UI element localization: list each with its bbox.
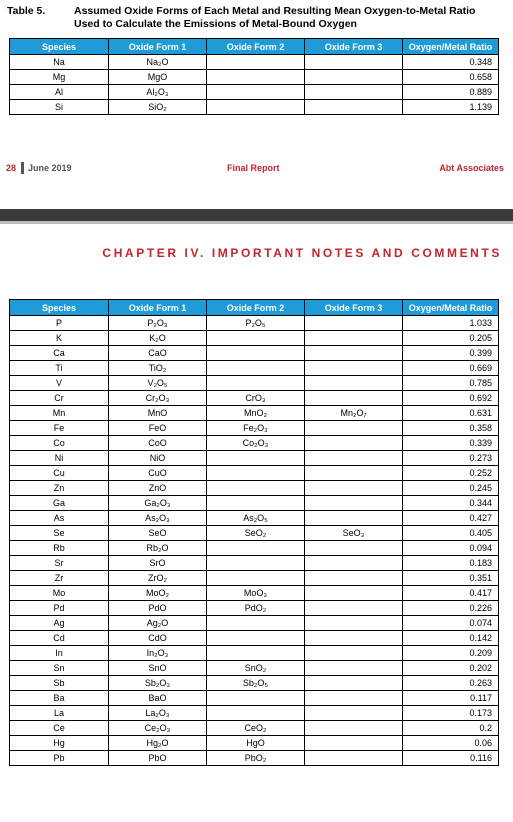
cell-ratio: 0.417 [403, 586, 499, 601]
cell-oxide-form-2 [207, 481, 305, 496]
table-row [10, 556, 499, 571]
cell-species: Ce [10, 721, 109, 736]
cell-oxide-form-3 [305, 436, 403, 451]
cell-ratio: 0.117 [403, 691, 499, 706]
header-oxide-form-2: Oxide Form 2 [207, 39, 305, 55]
cell-oxide-form-2: PbO₂ [207, 751, 305, 766]
cell-species: Cu [10, 466, 109, 481]
table-row [10, 736, 499, 751]
cell-species: Ti [10, 361, 109, 376]
cell-oxide-form-3 [305, 511, 403, 526]
cell-species: Hg [10, 736, 109, 751]
cell-oxide-form-2 [207, 571, 305, 586]
cell-oxide-form-3 [305, 751, 403, 766]
page-top [0, 0, 513, 209]
table-row [10, 406, 499, 421]
cell-ratio: 0.094 [403, 541, 499, 556]
cell-oxide-form-1: K₂O [109, 331, 207, 346]
cell-oxide-form-2 [207, 376, 305, 391]
cell-oxide-form-3 [305, 706, 403, 721]
header-oxide-form-1: Oxide Form 1 [109, 300, 207, 316]
cell-species: Ag [10, 616, 109, 631]
cell-oxide-form-3 [305, 496, 403, 511]
header-oxide-form-2: Oxide Form 2 [207, 300, 305, 316]
cell-oxide-form-2: P₂O₅ [207, 316, 305, 331]
table-row [10, 676, 499, 691]
header-ratio: Oxygen/Metal Ratio [403, 39, 499, 55]
cell-oxide-form-2: SeO₂ [207, 526, 305, 541]
cell-oxide-form-1: Hg₂O [109, 736, 207, 751]
table-row [10, 316, 499, 331]
cell-ratio: 0.889 [403, 85, 499, 100]
table-label: Table 5. [7, 5, 46, 17]
cell-oxide-form-1: CdO [109, 631, 207, 646]
cell-species: Sr [10, 556, 109, 571]
table-header-row [10, 39, 499, 55]
table-row [10, 346, 499, 361]
cell-ratio: 0.399 [403, 346, 499, 361]
cell-ratio: 0.263 [403, 676, 499, 691]
header-ratio: Oxygen/Metal Ratio [403, 300, 499, 316]
cell-species: Rb [10, 541, 109, 556]
cell-oxide-form-2 [207, 541, 305, 556]
table-title: Assumed Oxide Forms of Each Metal and Resulting Mean Oxygen-to-Metal Ratio Used to Calculate the Emissions of Metal-Bound Oxygen [74, 5, 476, 30]
cell-oxide-form-3 [305, 616, 403, 631]
header-species: Species [10, 39, 109, 55]
cell-oxide-form-3 [305, 676, 403, 691]
cell-oxide-form-2: MnO₂ [207, 406, 305, 421]
cell-oxide-form-2: Sb₂O₅ [207, 676, 305, 691]
cell-oxide-form-2 [207, 100, 305, 115]
cell-ratio: 0.209 [403, 646, 499, 661]
cell-oxide-form-3 [305, 421, 403, 436]
cell-oxide-form-2 [207, 466, 305, 481]
footer-report-title: Final Report [227, 163, 280, 173]
cell-oxide-form-1: PdO [109, 601, 207, 616]
oxide-table-part1 [9, 38, 499, 115]
cell-oxide-form-3 [305, 361, 403, 376]
cell-ratio: 0.692 [403, 391, 499, 406]
cell-species: Cd [10, 631, 109, 646]
header-oxide-form-3: Oxide Form 3 [305, 39, 403, 55]
header-oxide-form-1: Oxide Form 1 [109, 39, 207, 55]
cell-ratio: 0.074 [403, 616, 499, 631]
cell-species: Ga [10, 496, 109, 511]
cell-oxide-form-2 [207, 361, 305, 376]
cell-oxide-form-1: MgO [109, 70, 207, 85]
table-row [10, 571, 499, 586]
cell-oxide-form-1: Ag₂O [109, 616, 207, 631]
cell-oxide-form-3 [305, 451, 403, 466]
table-row [10, 70, 499, 85]
cell-oxide-form-3 [305, 85, 403, 100]
cell-oxide-form-2 [207, 451, 305, 466]
cell-oxide-form-2: MoO₃ [207, 586, 305, 601]
cell-oxide-form-1: SrO [109, 556, 207, 571]
table-row [10, 706, 499, 721]
cell-oxide-form-2 [207, 631, 305, 646]
cell-ratio: 0.631 [403, 406, 499, 421]
cell-oxide-form-1: Na₂O [109, 55, 207, 70]
cell-oxide-form-3 [305, 691, 403, 706]
cell-species: Al [10, 85, 109, 100]
cell-oxide-form-2: Co₂O₃ [207, 436, 305, 451]
cell-oxide-form-3 [305, 571, 403, 586]
cell-oxide-form-2 [207, 646, 305, 661]
cell-oxide-form-1: SiO₂ [109, 100, 207, 115]
cell-ratio: 0.658 [403, 70, 499, 85]
footer-organization: Abt Associates [439, 163, 504, 173]
cell-oxide-form-2 [207, 496, 305, 511]
cell-species: Ca [10, 346, 109, 361]
cell-ratio: 0.205 [403, 331, 499, 346]
table-row [10, 601, 499, 616]
cell-oxide-form-1: Ga₂O₃ [109, 496, 207, 511]
cell-oxide-form-2 [207, 55, 305, 70]
cell-species: P [10, 316, 109, 331]
cell-ratio: 1.139 [403, 100, 499, 115]
cell-oxide-form-3 [305, 316, 403, 331]
cell-species: Co [10, 436, 109, 451]
cell-oxide-form-2: CrO₃ [207, 391, 305, 406]
cell-oxide-form-2 [207, 346, 305, 361]
cell-species: V [10, 376, 109, 391]
table-row [10, 85, 499, 100]
table-row [10, 751, 499, 766]
cell-oxide-form-3 [305, 541, 403, 556]
cell-oxide-form-3 [305, 721, 403, 736]
cell-species: Zn [10, 481, 109, 496]
cell-species: K [10, 331, 109, 346]
cell-oxide-form-1: SeO [109, 526, 207, 541]
cell-species: Si [10, 100, 109, 115]
table-row [10, 496, 499, 511]
cell-species: Na [10, 55, 109, 70]
table-row [10, 721, 499, 736]
cell-species: Sb [10, 676, 109, 691]
cell-oxide-form-1: CoO [109, 436, 207, 451]
cell-ratio: 0.669 [403, 361, 499, 376]
cell-oxide-form-3 [305, 646, 403, 661]
table-row [10, 466, 499, 481]
cell-ratio: 0.142 [403, 631, 499, 646]
page-number: 28 [6, 163, 17, 173]
cell-oxide-form-3 [305, 376, 403, 391]
cell-ratio: 0.273 [403, 451, 499, 466]
cell-ratio: 0.339 [403, 436, 499, 451]
cell-species: As [10, 511, 109, 526]
cell-oxide-form-1: Al₂O₃ [109, 85, 207, 100]
cell-oxide-form-3 [305, 100, 403, 115]
cell-ratio: 0.173 [403, 706, 499, 721]
cell-oxide-form-3 [305, 55, 403, 70]
cell-ratio: 0.226 [403, 601, 499, 616]
table-row [10, 376, 499, 391]
cell-oxide-form-3 [305, 481, 403, 496]
table-row [10, 616, 499, 631]
cell-ratio: 0.344 [403, 496, 499, 511]
cell-ratio: 0.785 [403, 376, 499, 391]
cell-oxide-form-2 [207, 70, 305, 85]
cell-species: Mo [10, 586, 109, 601]
cell-oxide-form-2: Fe₂O₃ [207, 421, 305, 436]
cell-oxide-form-2: PdO₂ [207, 601, 305, 616]
cell-ratio: 0.348 [403, 55, 499, 70]
cell-oxide-form-1: In₂O₃ [109, 646, 207, 661]
cell-oxide-form-2: CeO₂ [207, 721, 305, 736]
cell-oxide-form-2: As₂O₅ [207, 511, 305, 526]
cell-ratio: 0.427 [403, 511, 499, 526]
cell-oxide-form-3 [305, 466, 403, 481]
cell-oxide-form-1: NiO [109, 451, 207, 466]
cell-species: Ba [10, 691, 109, 706]
cell-oxide-form-1: Ce₂O₃ [109, 721, 207, 736]
header-species: Species [10, 300, 109, 316]
table-row [10, 631, 499, 646]
cell-oxide-form-2 [207, 556, 305, 571]
cell-oxide-form-3 [305, 586, 403, 601]
cell-oxide-form-3 [305, 661, 403, 676]
cell-ratio: 0.245 [403, 481, 499, 496]
table-row [10, 391, 499, 406]
cell-oxide-form-2 [207, 706, 305, 721]
cell-oxide-form-1: Rb₂O [109, 541, 207, 556]
cell-oxide-form-3 [305, 346, 403, 361]
cell-species: Mn [10, 406, 109, 421]
cell-ratio: 0.252 [403, 466, 499, 481]
cell-oxide-form-1: As₂O₃ [109, 511, 207, 526]
footer-divider [21, 162, 24, 174]
cell-oxide-form-1: BaO [109, 691, 207, 706]
cell-oxide-form-1: PbO [109, 751, 207, 766]
cell-species: Se [10, 526, 109, 541]
table-row [10, 511, 499, 526]
table-row [10, 481, 499, 496]
cell-species: Pb [10, 751, 109, 766]
cell-oxide-form-3 [305, 736, 403, 751]
table-row [10, 331, 499, 346]
header-oxide-form-3: Oxide Form 3 [305, 300, 403, 316]
cell-oxide-form-1: ZrO₂ [109, 571, 207, 586]
table-header-row [10, 300, 499, 316]
cell-species: Zr [10, 571, 109, 586]
cell-oxide-form-3 [305, 70, 403, 85]
cell-oxide-form-1: FeO [109, 421, 207, 436]
table-row [10, 361, 499, 376]
cell-oxide-form-1: CaO [109, 346, 207, 361]
cell-oxide-form-1: TiO₂ [109, 361, 207, 376]
table-row [10, 586, 499, 601]
cell-oxide-form-1: MoO₂ [109, 586, 207, 601]
cell-ratio: 1.033 [403, 316, 499, 331]
cell-oxide-form-1: MnO [109, 406, 207, 421]
cell-ratio: 0.183 [403, 556, 499, 571]
table-row [10, 55, 499, 70]
cell-ratio: 0.116 [403, 751, 499, 766]
cell-ratio: 0.202 [403, 661, 499, 676]
cell-oxide-form-1: Sb₂O₃ [109, 676, 207, 691]
table-row [10, 541, 499, 556]
cell-oxide-form-2: SnO₂ [207, 661, 305, 676]
table-row [10, 526, 499, 541]
chapter-heading: CHAPTER IV. IMPORTANT NOTES AND COMMENTS [102, 246, 502, 260]
cell-oxide-form-2: HgO [207, 736, 305, 751]
table-row [10, 646, 499, 661]
footer-date: June 2019 [28, 163, 72, 173]
cell-ratio: 0.405 [403, 526, 499, 541]
cell-oxide-form-1: ZnO [109, 481, 207, 496]
cell-oxide-form-3 [305, 331, 403, 346]
cell-oxide-form-3 [305, 391, 403, 406]
table-row [10, 661, 499, 676]
cell-species: Cr [10, 391, 109, 406]
cell-species: Fe [10, 421, 109, 436]
cell-species: Ni [10, 451, 109, 466]
cell-oxide-form-1: La₂O₃ [109, 706, 207, 721]
cell-ratio: 0.351 [403, 571, 499, 586]
cell-ratio: 0.358 [403, 421, 499, 436]
cell-oxide-form-3 [305, 631, 403, 646]
cell-species: La [10, 706, 109, 721]
cell-oxide-form-1: P₂O₃ [109, 316, 207, 331]
cell-species: Sn [10, 661, 109, 676]
table-row [10, 421, 499, 436]
cell-oxide-form-3: SeO₃ [305, 526, 403, 541]
oxide-table-part2 [9, 299, 499, 766]
cell-oxide-form-1: SnO [109, 661, 207, 676]
cell-ratio: 0.2 [403, 721, 499, 736]
cell-oxide-form-2 [207, 85, 305, 100]
cell-oxide-form-1: V₂O₅ [109, 376, 207, 391]
cell-oxide-form-3 [305, 601, 403, 616]
cell-oxide-form-1: Cr₂O₃ [109, 391, 207, 406]
cell-ratio: 0.06 [403, 736, 499, 751]
cell-oxide-form-2 [207, 691, 305, 706]
cell-species: Mg [10, 70, 109, 85]
cell-oxide-form-1: CuO [109, 466, 207, 481]
cell-oxide-form-3 [305, 556, 403, 571]
cell-oxide-form-2 [207, 331, 305, 346]
table-row [10, 100, 499, 115]
cell-species: In [10, 646, 109, 661]
cell-species: Pd [10, 601, 109, 616]
table-row [10, 436, 499, 451]
table-row [10, 451, 499, 466]
cell-oxide-form-2 [207, 616, 305, 631]
table-row [10, 691, 499, 706]
cell-oxide-form-3: Mn₂O₇ [305, 406, 403, 421]
